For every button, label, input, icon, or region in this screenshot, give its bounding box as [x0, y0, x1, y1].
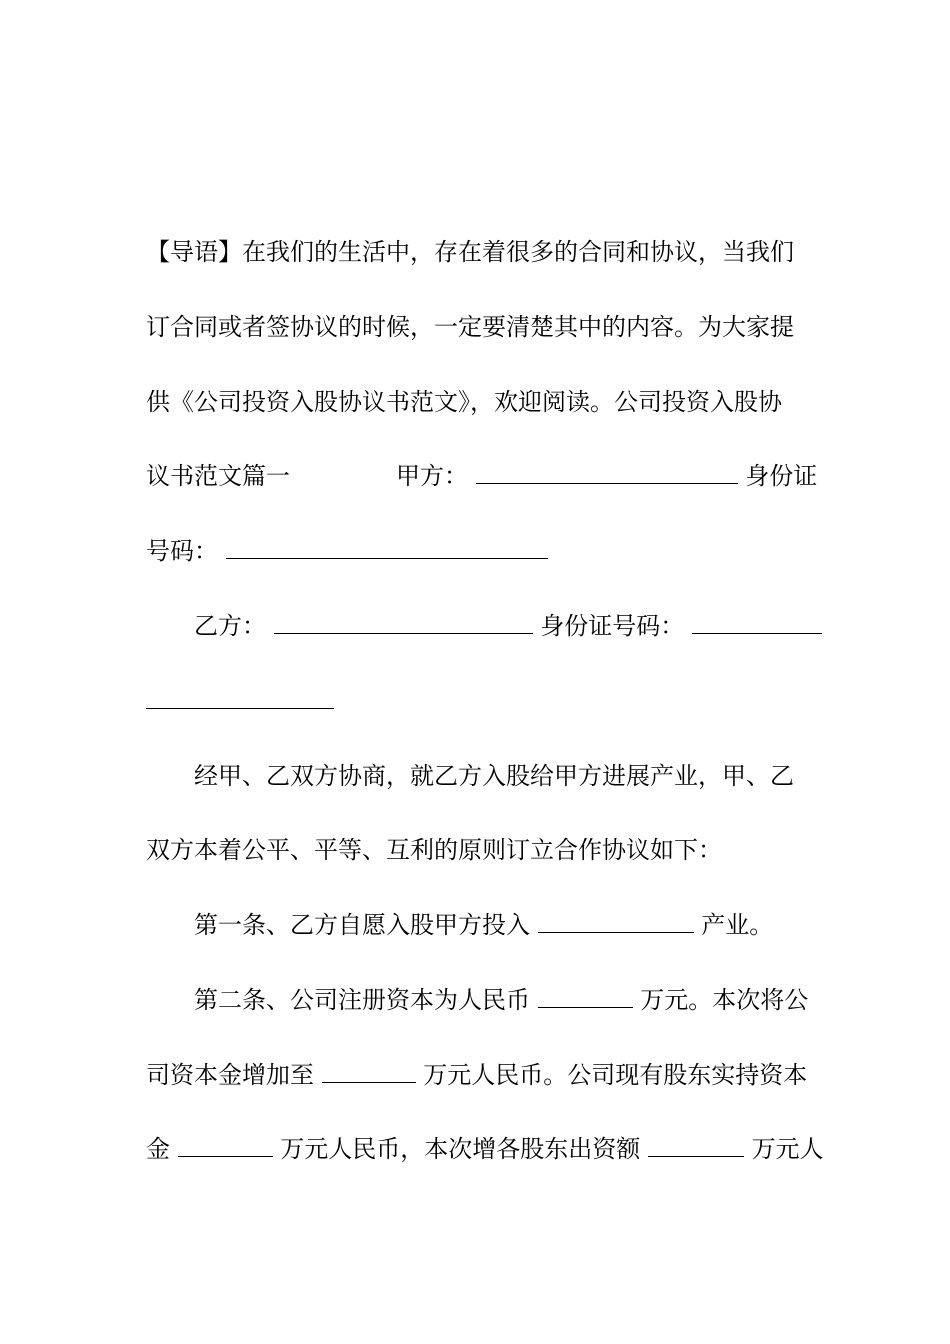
existing-capital-blank [178, 1136, 273, 1157]
party-a-id-line [146, 535, 548, 567]
article-2-cont: 万元。本次将公 [640, 986, 809, 1014]
article-1-text: 第一条、乙方自愿入股甲方投入 [194, 911, 530, 939]
text-b: 万元人民币，本次增各股东出资额 [280, 1135, 641, 1163]
agreement-intro-line-1 [194, 760, 794, 792]
intro-line-3 [146, 386, 782, 418]
text-a: 司资本金增加至 [146, 1061, 314, 1089]
party-a-name-blank [476, 463, 738, 484]
article-1-end: 产业。 [701, 911, 774, 939]
industry-blank [538, 912, 694, 933]
agreement-intro-line-2 [146, 834, 722, 866]
id-label-start: 身份证 [745, 462, 818, 490]
text: 供《公司投资入股协议书范文》，欢迎阅读。公司投资入股协 [146, 388, 782, 416]
intro-line-2 [146, 311, 794, 343]
article-2-line-2 [146, 1059, 807, 1091]
party-b-id-blank [692, 613, 822, 634]
text: 议书范文篇一 [146, 462, 290, 490]
intro-line-1 [146, 236, 794, 268]
text-a: 金 [146, 1135, 170, 1163]
intro-line-4 [146, 460, 290, 492]
article-1-line [194, 909, 773, 941]
party-b-id-continued [146, 685, 334, 717]
party-b-label: 乙方： [194, 612, 266, 640]
text: 订合同或者签协议的时候，一定要清楚其中的内容。为大家提 [146, 313, 794, 341]
increased-capital-blank [322, 1062, 416, 1083]
party-b-id-blank-continued [146, 688, 334, 709]
text-b: 万元人民币。公司现有股东实持资本 [423, 1061, 808, 1089]
party-b-id-label: 身份证号码： [540, 612, 685, 640]
text-c: 万元人 [751, 1135, 824, 1163]
party-a-label-line [396, 460, 817, 492]
contribution-blank [648, 1136, 744, 1157]
party-a-id-blank [226, 538, 548, 559]
registered-capital-blank [538, 987, 633, 1008]
party-a-label: 甲方： [396, 462, 468, 490]
id-label-end: 号码： [146, 537, 218, 565]
party-b-name-blank [274, 613, 533, 634]
article-2-line-1 [194, 984, 808, 1016]
text: 经甲、乙双方协商，就乙方入股给甲方进展产业，甲、乙 [194, 762, 794, 790]
text: 双方本着公平、平等、互利的原则订立合作协议如下： [146, 836, 722, 864]
party-b-line [194, 610, 822, 642]
text: 【导语】在我们的生活中，存在着很多的合同和协议，当我们 [146, 238, 794, 266]
article-2-text: 第二条、公司注册资本为人民币 [194, 986, 530, 1014]
article-2-line-3 [146, 1133, 824, 1165]
